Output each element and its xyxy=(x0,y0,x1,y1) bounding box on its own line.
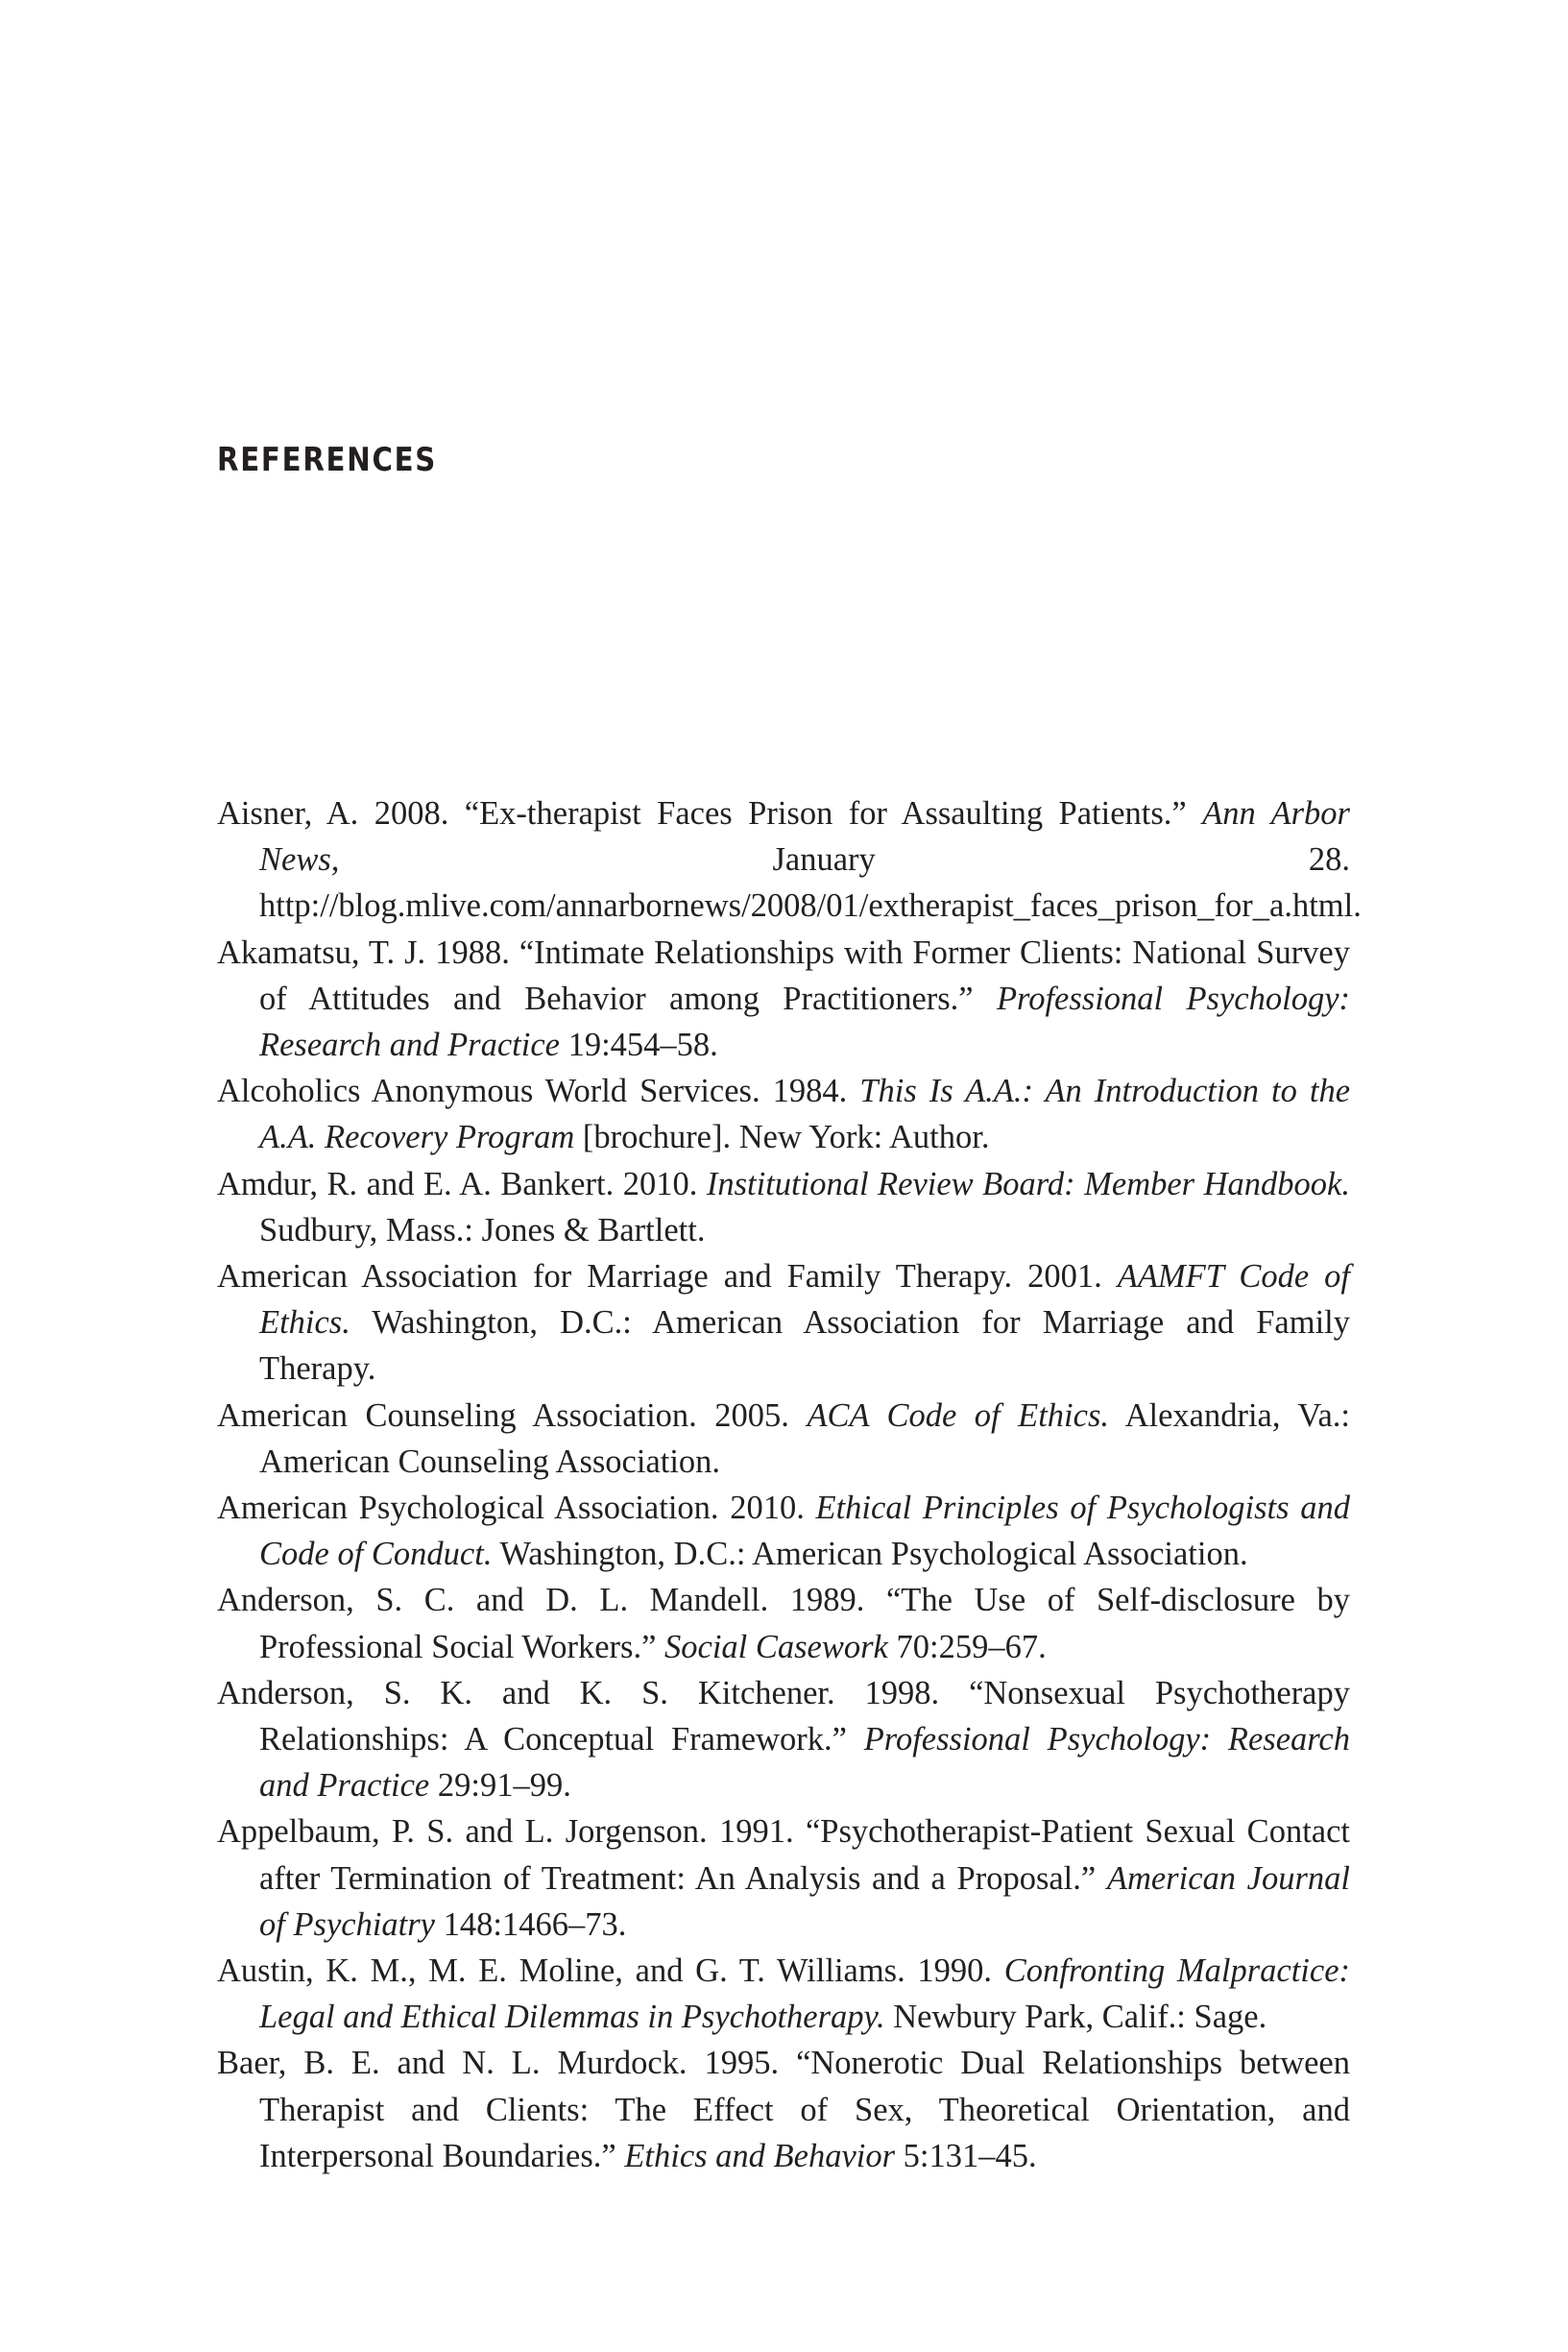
reference-text: Washington, D.C.: American Association for Marriage and Family Therapy. xyxy=(259,1304,1350,1388)
reference-title: Professional Psychology: Research and Practice xyxy=(259,1721,1350,1805)
reference-text: Baer, B. E. and N. L. Murdock. 1995. “Nonerotic Dual Relationships between Therapist and Clients: The Effect of Sex, Theoretical Orientation, and Interpersonal Boundaries.” xyxy=(217,2045,1350,2174)
reference-text: Austin, K. M., M. E. Moline, and G. T. Williams. 1990. xyxy=(217,1952,1004,1990)
reference-text: 5:131–45. xyxy=(895,2137,1037,2174)
reference-text: January 28. http://blog.mlive.com/annarbornews/2008/01/extherapist_faces_prison_for_a.html. xyxy=(259,841,1362,925)
reference-entry xyxy=(217,790,1362,930)
reference-text: Sudbury, Mass.: Jones & Bartlett. xyxy=(259,1211,706,1249)
reference-entry xyxy=(217,1577,1350,1669)
reference-entry xyxy=(217,1253,1350,1393)
reference-text: Aisner, A. 2008. “Ex-therapist Faces Prison for Assaulting Patients.” xyxy=(217,795,1203,832)
reference-text: Alexandria, Va.: American Counseling Association. xyxy=(259,1396,1350,1480)
reference-title: ACA Code of Ethics. xyxy=(807,1396,1109,1434)
reference-text: Alcoholics Anonymous World Services. 1984. xyxy=(217,1073,860,1110)
reference-text: Anderson, S. K. and K. S. Kitchener. 1998. “Nonsexual Psychotherapy Relationships: A Conceptual Framework.” xyxy=(217,1674,1350,1758)
reference-title: This Is A.A.: An Introduction to the A.A. Recovery Program xyxy=(259,1073,1351,1156)
reference-text: Washington, D.C.: American Psychological Association. xyxy=(492,1536,1248,1573)
reference-title: AAMFT Code of Ethics. xyxy=(259,1258,1350,1342)
reference-title: Ann Arbor News, xyxy=(259,795,1350,879)
reference-text: American Counseling Association. 2005. xyxy=(217,1396,808,1434)
reference-text: Akamatsu, T. J. 1988. “Intimate Relationships with Former Clients: National Survey of Attitudes and Behavior among Practitioners.” xyxy=(217,934,1350,1017)
reference-text: Appelbaum, P. S. and L. Jorgenson. 1991. “Psychotherapist-Patient Sexual Contact after Termination of Treatment: An Analysis and a Proposal.” xyxy=(217,1813,1350,1897)
reference-entry xyxy=(217,1670,1350,1809)
reference-entry xyxy=(217,1808,1350,1948)
reference-text: 19:454–58. xyxy=(559,1027,718,1064)
reference-text: Anderson, S. C. and D. L. Mandell. 1989. “The Use of Self-disclosure by Professional Social Workers.” xyxy=(217,1582,1350,1665)
reference-text: American Association for Marriage and Family Therapy. 2001. xyxy=(217,1258,1118,1296)
reference-entry xyxy=(217,1161,1350,1253)
reference-title: Institutional Review Board: Member Handbook. xyxy=(706,1165,1350,1202)
reference-entry xyxy=(217,1393,1350,1485)
reference-title: Confronting Malpractice: Legal and Ethical Dilemmas in Psychotherapy. xyxy=(259,1952,1350,2036)
reference-text: American Psychological Association. 2010. xyxy=(217,1490,816,1527)
reference-entry xyxy=(217,2040,1350,2179)
reference-text: Amdur, R. and E. A. Bankert. 2010. xyxy=(217,1165,707,1202)
reference-text: 70:259–67. xyxy=(887,1628,1047,1665)
reference-list xyxy=(217,790,1362,2179)
reference-title: Professional Psychology: Research and Practice xyxy=(259,980,1350,1064)
reference-title: Ethics and Behavior xyxy=(624,2137,896,2174)
reference-entry xyxy=(217,1068,1350,1160)
reference-text: 29:91–99. xyxy=(429,1767,571,1805)
reference-entry xyxy=(217,1948,1350,2040)
reference-text: 148:1466–73. xyxy=(435,1905,627,1943)
reference-text: Newbury Park, Calif.: Sage. xyxy=(884,1999,1267,2036)
reference-text: [brochure]. New York: Author. xyxy=(574,1119,990,1156)
page-title: REFERENCES xyxy=(217,441,438,479)
reference-title: Social Casework xyxy=(664,1628,888,1665)
reference-title: American Journal of Psychiatry xyxy=(259,1859,1350,1943)
reference-title: Ethical Principles of Psychologists and Code of Conduct. xyxy=(259,1490,1350,1573)
reference-entry xyxy=(217,930,1350,1069)
reference-entry xyxy=(217,1485,1350,1577)
